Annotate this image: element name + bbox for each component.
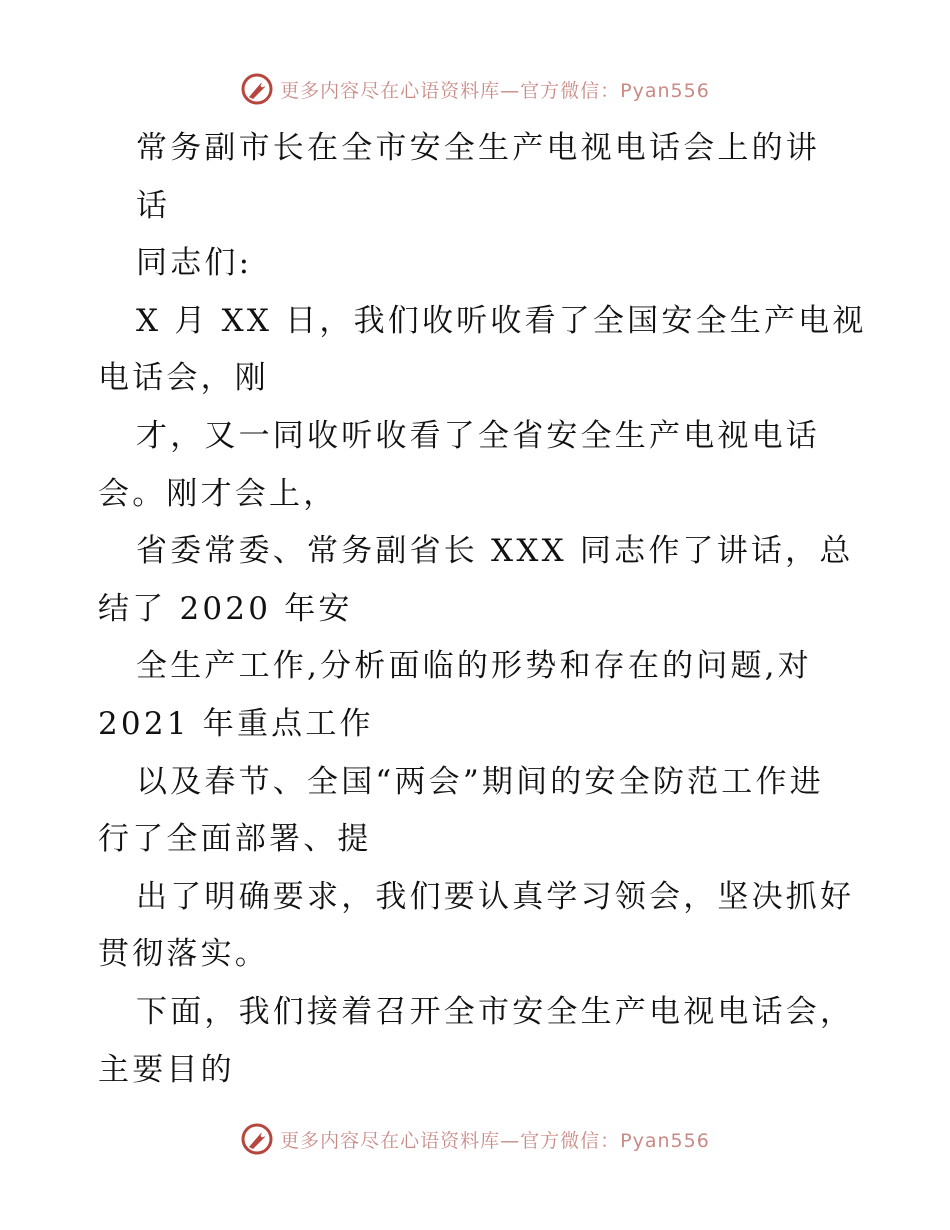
footer-watermark bbox=[0, 1122, 950, 1156]
pen-nib-circle-icon bbox=[240, 1122, 274, 1156]
text-line: 常务副市长在全市安全生产电视电话会上的讲 bbox=[136, 130, 820, 166]
text-line: 行了全面部署、提 bbox=[98, 821, 372, 858]
text-line: 结了 2020 年安 bbox=[98, 590, 353, 627]
text-line: 下面，我们接着召开全市安全生产电视电话会， bbox=[136, 993, 855, 1030]
text-line: 主要目的 bbox=[98, 1051, 235, 1088]
text-line: 以及春节、全国“两会”期间的安全防范工作进 bbox=[136, 763, 824, 800]
text-line: 出了明确要求，我们要认真学习领会，坚决抓好 bbox=[136, 878, 855, 915]
text-line: 全生产工作,分析面临的形势和存在的问题,对 bbox=[136, 648, 812, 685]
text-line: 会。刚才会上， bbox=[98, 475, 338, 512]
watermark-text: 更多内容尽在心语资料库—官方微信：Pyan556 bbox=[280, 79, 710, 102]
pen-nib-circle-icon bbox=[240, 72, 274, 106]
watermark-text: 更多内容尽在心语资料库—官方微信：Pyan556 bbox=[280, 1129, 710, 1152]
text-line: 贯彻落实。 bbox=[98, 936, 269, 973]
text-line: 电话会，刚 bbox=[98, 360, 269, 397]
text-line: 同志们: bbox=[136, 245, 253, 282]
text-line: 2021 年重点工作 bbox=[98, 705, 374, 742]
text-line: 话 bbox=[136, 187, 171, 224]
text-line: 才，又一同收听收看了全省安全生产电视电话 bbox=[136, 417, 820, 454]
header-watermark bbox=[0, 72, 950, 106]
text-line: X 月 XX 日，我们收听收看了全国安全生产电视 bbox=[136, 302, 867, 339]
document-body bbox=[98, 120, 867, 1099]
text-line: 省委常委、常务副省长 XXX 同志作了讲话，总 bbox=[136, 533, 854, 570]
